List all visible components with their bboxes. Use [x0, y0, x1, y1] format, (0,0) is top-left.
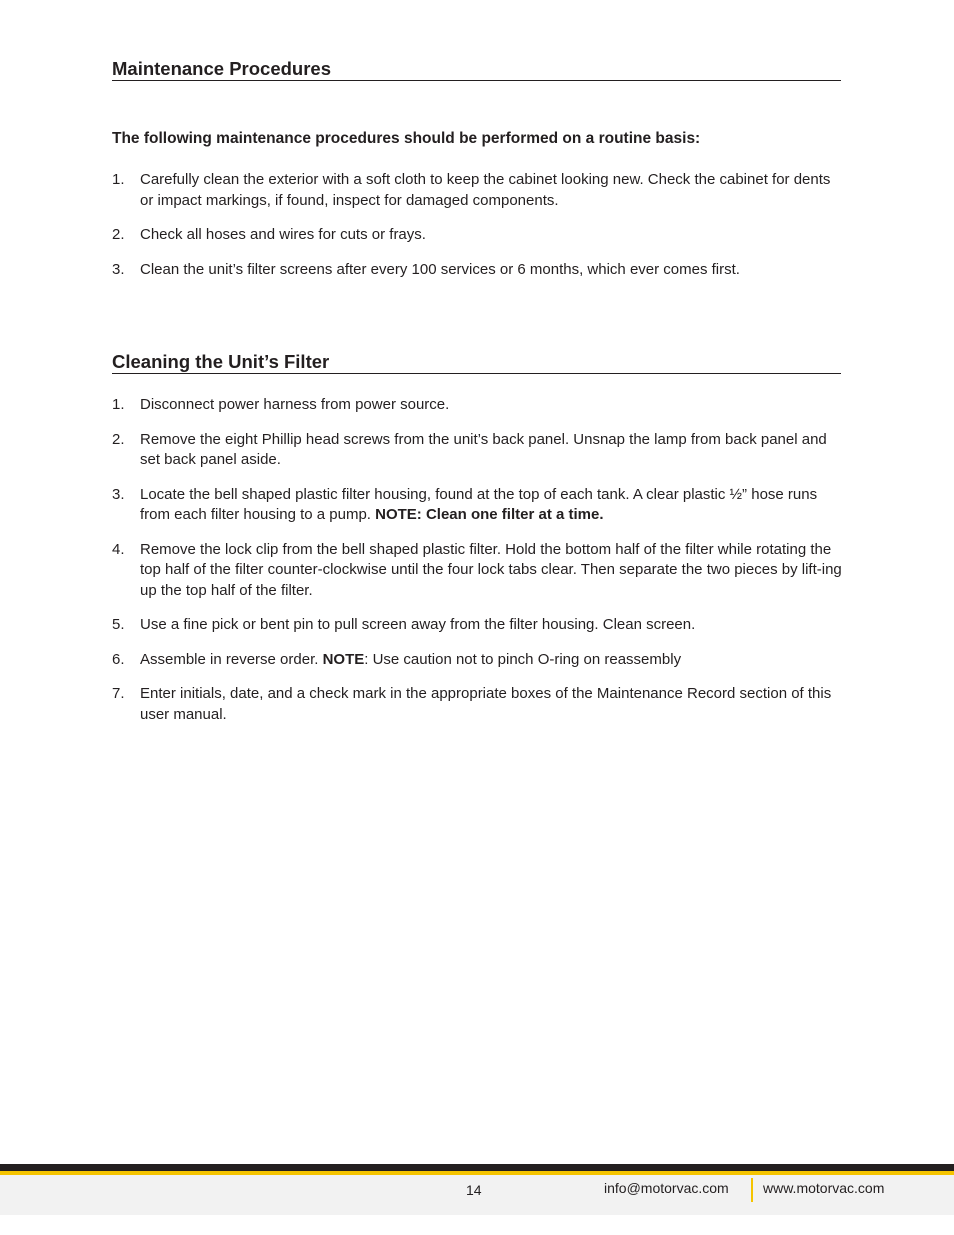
list-item	[112, 615, 842, 636]
list-item	[112, 225, 842, 246]
note-label: NOTE	[322, 650, 365, 668]
list-item	[112, 260, 842, 281]
list-item	[112, 430, 842, 471]
item-text: Disconnect power harness from power source.	[140, 396, 450, 413]
list-item	[112, 540, 842, 602]
footer-website: www.motorvac.com	[763, 1180, 885, 1196]
footer-email: info@motorvac.com	[604, 1180, 729, 1196]
section-title-maintenance: Maintenance Procedures	[112, 58, 841, 81]
intro-text: The following maintenance procedures should be performed on a routine basis:	[112, 130, 701, 147]
item-text: Check all hoses and wires for cuts or frays.	[140, 226, 426, 243]
list-item	[112, 650, 842, 671]
item-text: Carefully clean the exterior with a soft cloth to keep the cabinet looking new. Check the cabinet for dents or impact markings, if found, inspect for damaged components.	[140, 171, 831, 209]
list-item	[112, 684, 842, 725]
item-text: Locate the bell shaped plastic filter housing, found at the top of each tank. A clear plastic ½” hose runs from each filter housing to a pump.	[140, 485, 818, 523]
item-text: Remove the eight Phillip head screws from the unit’s back panel. Unsnap the lamp from back panel and set back panel aside.	[140, 430, 827, 468]
item-number: 7.	[112, 685, 125, 702]
page-number: 14	[466, 1182, 482, 1198]
footer-bar	[0, 1164, 954, 1171]
item-text: Use a fine pick or bent pin to pull screen away from the filter housing. Clean screen.	[140, 616, 696, 633]
item-number: 2.	[112, 226, 125, 243]
footer-divider	[751, 1178, 753, 1202]
section-title-cleaning-filter: Cleaning the Unit’s Filter	[112, 351, 841, 374]
item-number: 1.	[112, 396, 125, 413]
item-number: 4.	[112, 540, 125, 558]
maintenance-list	[112, 170, 842, 280]
item-number: 5.	[112, 616, 125, 633]
cleaning-list	[112, 395, 842, 725]
list-item	[112, 395, 842, 416]
item-number: 2.	[112, 430, 125, 448]
item-number: 3.	[112, 260, 125, 278]
item-text: : Use caution not to pinch O-ring on reassembly	[364, 650, 682, 668]
note-text: NOTE: Clean one filter at a time.	[375, 506, 604, 523]
item-number: 1.	[112, 171, 125, 188]
item-text: Remove the lock clip from the bell shaped plastic filter. Hold the bottom half of the filter while rotating the top half of the filter counter-clockwise until the four lock tabs clear. Then separate the two pieces by lift-ing up the top half of the filter.	[140, 540, 842, 599]
item-text: Clean the unit’s filter screens after every 100 services or 6 months, which ever comes first.	[140, 260, 740, 278]
item-text: Enter initials, date, and a check mark in the appropriate boxes of the Maintenance Record section of this user manual.	[140, 685, 832, 723]
item-number: 3.	[112, 485, 125, 503]
list-item	[112, 485, 842, 526]
item-number: 6.	[112, 650, 125, 668]
list-item	[112, 170, 842, 211]
item-text-pre: Assemble in reverse order.	[140, 650, 323, 668]
